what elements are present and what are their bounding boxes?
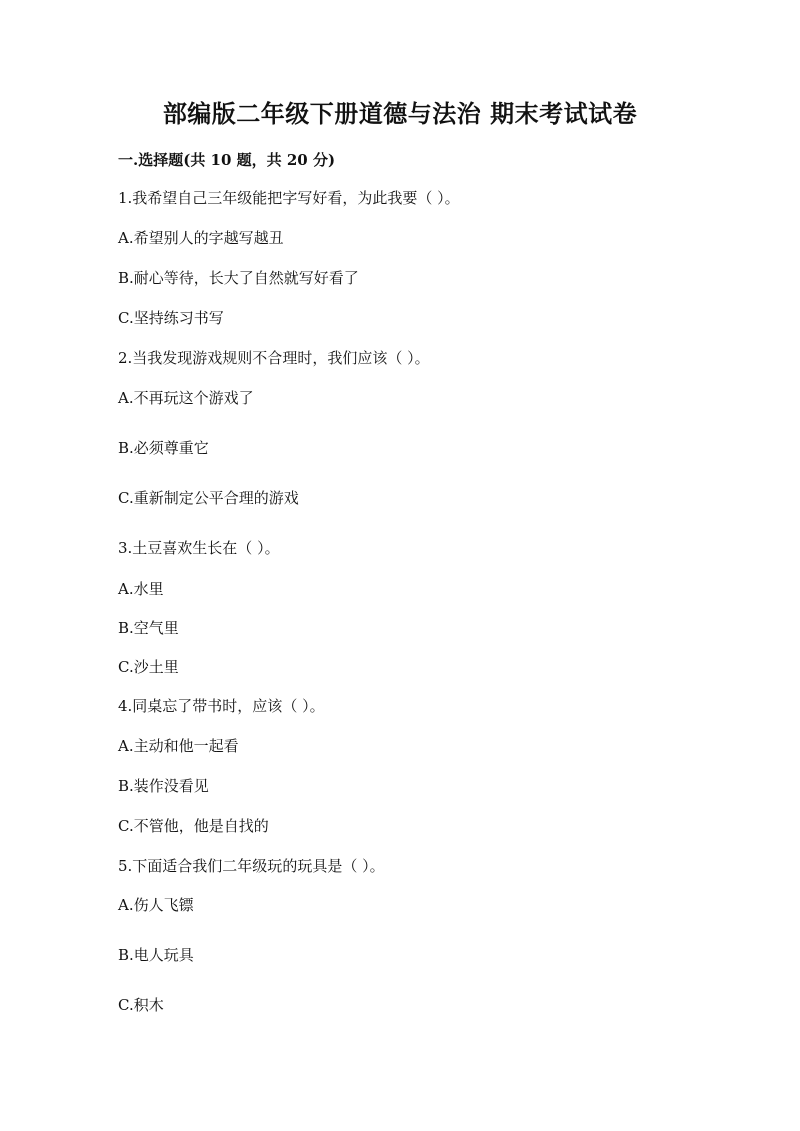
option-5a: A.伤人飞镖 [118, 896, 194, 914]
option-2c: C.重新制定公平合理的游戏 [118, 489, 299, 507]
option-2a: A.不再玩这个游戏了 [118, 389, 254, 407]
option-2b: B.必须尊重它 [118, 439, 209, 457]
page-title: 部编版二年级下册道德与法治 期末考试试卷 [162, 99, 638, 128]
option-5b: B.电人玩具 [118, 946, 194, 964]
option-1b: B.耐心等待，长大了自然就写好看了 [118, 269, 359, 287]
option-1c: C.坚持练习书写 [118, 309, 224, 327]
option-4c: C.不管他，他是自找的 [118, 817, 269, 835]
option-3b: B.空气里 [118, 619, 179, 637]
option-1a: A.希望别人的字越写越丑 [118, 229, 284, 247]
question-stem-1: 1.我希望自己三年级能把字写好看，为此我要（ ）。 [118, 189, 460, 207]
question-stem-4: 4.同桌忘了带书时，应该（ ）。 [118, 697, 325, 715]
option-4b: B.装作没看见 [118, 777, 209, 795]
option-5c: C.积木 [118, 996, 164, 1014]
option-3a: A.水里 [118, 580, 164, 598]
option-4a: A.主动和他一起看 [118, 737, 239, 755]
question-stem-2: 2.当我发现游戏规则不合理时，我们应该（ ）。 [118, 349, 430, 367]
question-stem-5: 5.下面适合我们二年级玩的玩具是（ ）。 [118, 857, 385, 875]
option-3c: C.沙土里 [118, 658, 179, 676]
question-stem-3: 3.土豆喜欢生长在（ ）。 [118, 539, 280, 557]
section-heading: 一.选择题(共 10 题，共 20 分) [118, 151, 336, 169]
